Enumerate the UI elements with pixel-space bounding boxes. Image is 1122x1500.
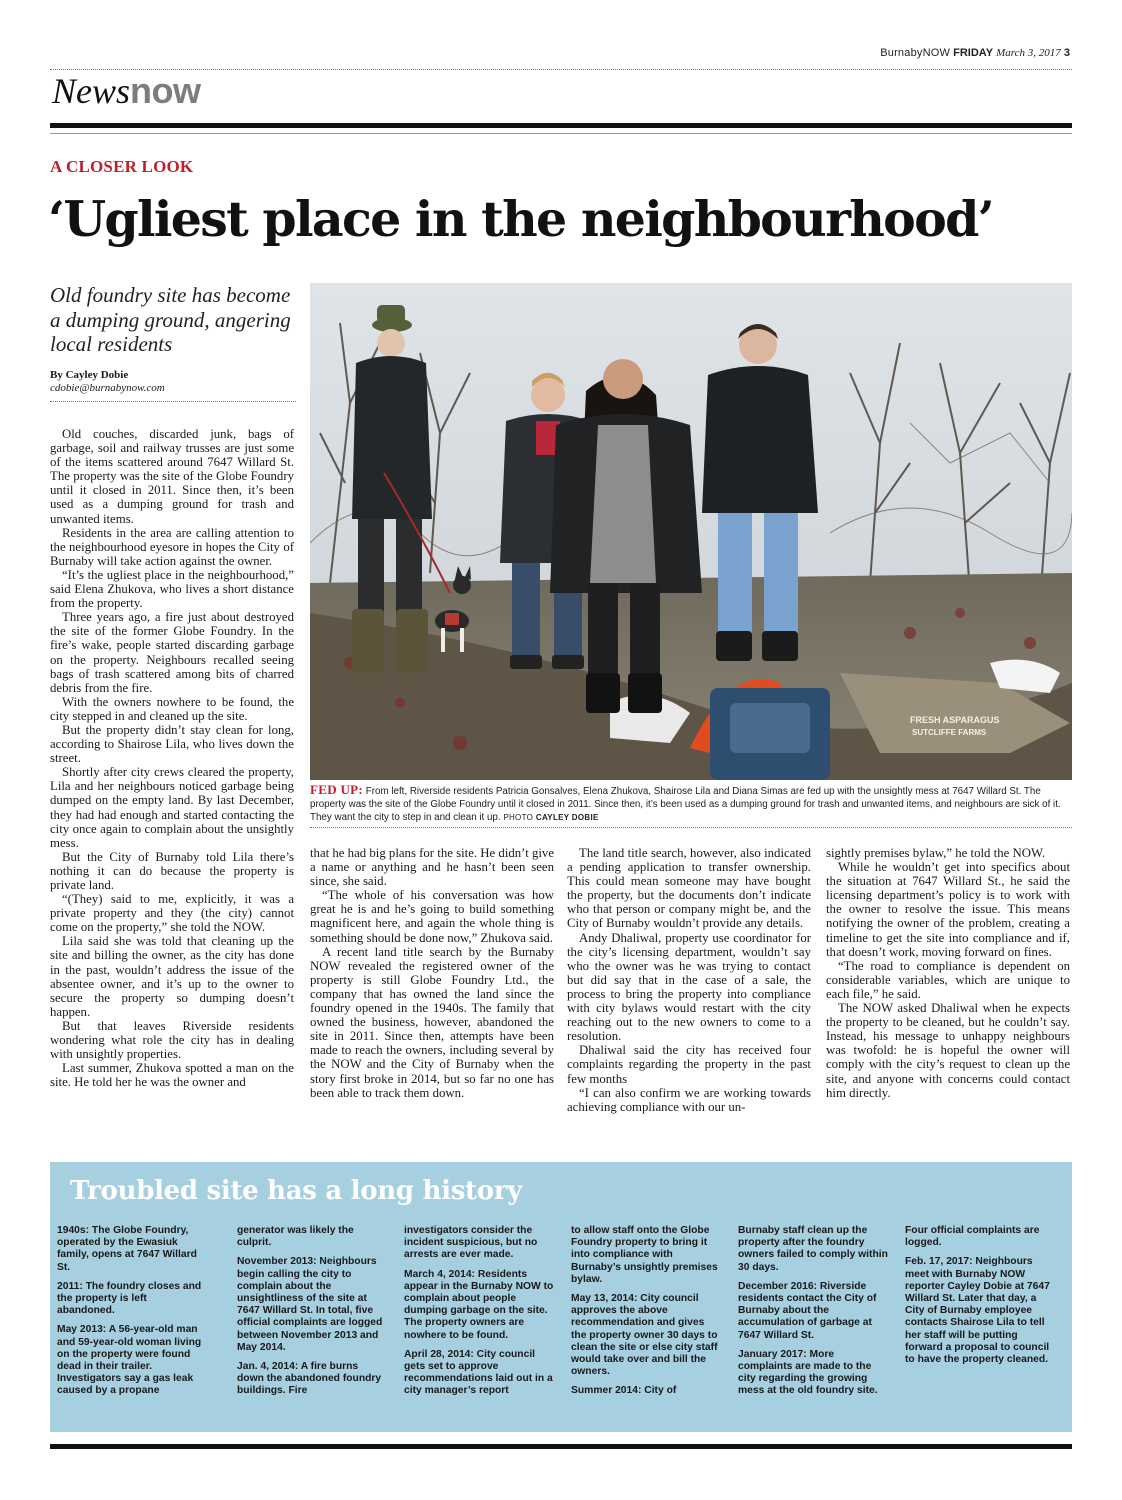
paragraph: Shortly after city crews cleared the property, Lila and her neighbours noticed garbage being dumped on the empty land. By last December, they had had enough and started contacting the city once again to complain about the unsightly mess. [50, 765, 294, 850]
timeline-sidebar [50, 1162, 1072, 1432]
paragraph: Last summer, Zhukova spotted a man on the site. He told her he was the owner and [50, 1061, 294, 1090]
paragraph: Andy Dhaliwal, property use coordinator for the city’s licensing department, wouldn’t say who the owner was he was trying to contact but did say that in the case of a sale, the process to bring the property into compliance with city bylaws would restart with the city reaching out to the new owners to come to a resolution. [567, 930, 811, 1044]
photo-credit-name: CAYLEY DOBIE [535, 813, 599, 822]
paragraph: “(They) said to me, explicitly, it was a private property and they (the city) cannot come on the property,” she told the NOW. [50, 892, 294, 935]
paragraph: that he had big plans for the site. He didn’t give a name or anything and he hasn’t been seen since, she said. [310, 846, 554, 889]
timeline-entry: investigators consider the incident suspicious, but no arrests are ever made. [404, 1225, 538, 1261]
section-title-part1: News [52, 71, 131, 111]
paragraph: The land title search, however, also indicated a pending application to transfer ownership. This could mean someone may have bought the property, but the documents don’t indicate who that person or company might be, and the City of Burnaby wouldn’t provide any details. [567, 846, 811, 931]
paragraph: “I can also confirm we are working towards achieving compliance with our un- [567, 1085, 811, 1114]
paragraph: Residents in the area are calling attention to the neighbourhood eyesore in hopes the City of Burnaby will take action against the owner. [50, 525, 294, 568]
timeline-entry: 2011: The foundry closes and the property is left abandoned. [57, 1280, 202, 1317]
timeline-entry: to allow staff onto the Globe Foundry property to bring it into compliance with Burnaby’s unsightly premises bylaw. [571, 1225, 718, 1285]
timeline-entry: Jan. 4, 2014: A fire burns down the abandoned foundry buildings. Fire [237, 1361, 382, 1397]
timeline-entry: Burnaby staff clean up the property after the foundry owners failed to comply within 30 days. [738, 1225, 888, 1273]
bottom-rule [50, 1444, 1072, 1449]
timeline-column-4 [571, 1225, 721, 1405]
timeline-entry: December 2016: Riverside residents contact the City of Burnaby about the accumulation of garbage at 7647 Willard St. [738, 1280, 877, 1341]
kicker: A CLOSER LOOK [50, 157, 194, 176]
section-rule [50, 123, 1072, 128]
timeline-column-3 [404, 1225, 554, 1405]
caption-lead: FED UP: [310, 782, 364, 797]
timeline-entry: March 4, 2014: Residents appear in the Burnaby NOW to complain about people dumping garbage on the site. The property owners are nowhere to be found. [404, 1268, 554, 1341]
timeline-entry: Summer 2014: City of [571, 1385, 677, 1397]
timeline-entry: 1940s: The Globe Foundry, operated by the Ewasiuk family, opens at 7647 Willard St. [57, 1225, 197, 1273]
byline-author: By Cayley Dobie [50, 369, 129, 381]
timeline-title: Troubled site has a long history [70, 1176, 523, 1206]
timeline-entry: generator was likely the culprit. [237, 1225, 354, 1249]
photo-caption [310, 783, 1072, 824]
paragraph: But that leaves Riverside residents wondering what role the city has in dealing with unsightly properties. [50, 1018, 294, 1062]
paragraph: While he wouldn’t get into specifics about the situation at 7647 Willard St., he said the licensing department’s policy is to work with the owner to resolve the issue. This means notifying the owner of the problem, creating a timeline to get the site into compliance and if, that doesn’t work, moving forward on fines. [826, 860, 1070, 959]
article-photo [310, 283, 1072, 780]
body-column-1 [50, 427, 294, 1089]
paragraph: A recent land title search by the Burnaby NOW revealed the registered owner of the property is still Globe Foundry Ltd., the company that has owned the land since the foundry opened in the 1940s. The family that owned the business, however, abandoned the site in 2011. Since then, attempts have been made to reach the owners, including several by the NOW and the City of Burnaby when the story first broke in 2014, but so far no one has been able to track them down. [310, 944, 554, 1100]
publication-name: BurnabyNOW [880, 47, 951, 59]
page-folio [880, 47, 1070, 59]
photo-credit-label: PHOTO [503, 813, 534, 822]
body-column-3 [567, 846, 811, 1114]
byline-email: cdobie@burnabynow.com [50, 382, 165, 394]
timeline-entry: Feb. 17, 2017: Neighbours meet with Burnaby NOW reporter Cayley Dobie at 7647 Willard St. Later that day, a City of Burnaby employee contacts Shairose Lila to tell her staff will be putting forward a proposal to council to have the property cleaned. [905, 1256, 1050, 1366]
headline: ‘Ugliest place in the neighbourhood’ [48, 190, 994, 248]
paragraph: But the property didn’t stay clean for long, according to Shairose Lila, who lives down the street. [50, 722, 294, 766]
folio-date: March 3, 2017 [996, 47, 1061, 59]
section-thin-rule [50, 133, 1072, 134]
paragraph: “The road to compliance is dependent on considerable variables, which are unique to each file,” he said. [826, 958, 1070, 1001]
paragraph: But the City of Burnaby told Lila there’s nothing it can do because the property is private land. [50, 849, 294, 892]
photo-sign-line1: FRESH ASPARAGUS [910, 715, 1000, 725]
timeline-entry: Four official complaints are logged. [905, 1225, 1040, 1249]
timeline-column-6 [905, 1225, 1055, 1373]
timeline-entry: January 2017: More complaints are made to the city regarding the growing mess at the old foundry site. [738, 1348, 878, 1397]
timeline-entry: May 2013: A 56-year-old man and 59-year-old woman living on the property were found dead in their trailer. Investigators say a gas leak caused by a propane [57, 1324, 202, 1397]
timeline-entry: May 13, 2014: City council approves the above recommendation and gives the property owner 30 days to clean the site or else city staff would take over and bill the owners. [571, 1293, 718, 1378]
caption-text: From left, Riverside residents Patricia Gonsalves, Elena Zhukova, Shairose Lila and Diana Simas are fed up with the unsightly mess at 7647 Willard St. The property was the site of the Globe Foundry until it closed in 2011. Since then, it’s been used as a dumping ground for trash and unwanted items, and neighbours are sick of it. They want the city to step in and clean it up. [310, 786, 1061, 823]
body-column-2 [310, 846, 554, 1100]
timeline-column-1 [57, 1225, 207, 1405]
paragraph: “It’s the ugliest place in the neighbourhood,” said Elena Zhukova, who lives a short distance from the property. [50, 567, 294, 611]
paragraph: sightly premises bylaw,” he told the NOW. [826, 846, 1046, 860]
folio-day: FRIDAY [953, 47, 994, 59]
timeline-entry: November 2013: Neighbours begin calling the city to complain about the unsightliness of the site at 7647 Willard St. In total, five official complaints are logged between November 2013 and May 2014. [237, 1256, 383, 1353]
timeline-entry: April 28, 2014: City council gets set to approve recommendations laid out in a city manager’s report [404, 1348, 553, 1397]
section-title-part2: now [130, 70, 201, 111]
paragraph: Lila said she was told that cleaning up the site and billing the owner, as the city has done in the past, wouldn’t address the issue of the absentee owner, and it’s up to the owner to secure the property so dumping doesn’t happen. [50, 934, 294, 1019]
page-number: 3 [1063, 47, 1070, 59]
paragraph: With the owners nowhere to be found, the city stepped in and cleaned up the site. [50, 694, 294, 723]
paragraph: The NOW asked Dhaliwal when he expects the property to be cleaned, but he couldn’t say. Instead, his message to unhappy neighbours was twofold: he is hopeful the owner will comply with the city’s request to clean up the site, and anyone with concerns could contact him directly. [826, 1001, 1070, 1100]
paragraph: Three years ago, a fire just about destroyed the site of the former Globe Foundry. In the fire’s wake, people started discarding garbage on the property. Neighbours recalled seeing bags of trash scattered among bits of charred debris from the fire. [50, 610, 294, 695]
top-dotted-rule [50, 69, 1072, 70]
timeline-column-5 [738, 1225, 888, 1405]
photo-sign-line2: SUTCLIFFE FARMS [912, 728, 987, 737]
byline-rule [50, 401, 296, 402]
deck: Old foundry site has become a dumping ground, angering local residents [50, 283, 291, 356]
paragraph: Old couches, discarded junk, bags of garbage, soil and railway trusses are just some of the items scattered around 7647 Willard St. The property was the site of the Globe Foundry until it closed in 2011. Since then, it’s been used as a dumping ground for trash and unwanted items. [50, 427, 294, 526]
timeline-column-2 [237, 1225, 387, 1405]
caption-rule [310, 827, 1072, 828]
paragraph: Dhaliwal said the city has received four complaints regarding the property in the past few months [567, 1043, 811, 1086]
paragraph: “The whole of his conversation was how great he is and he’s going to build something magnificent here, and again the whole thing is something should be done now,” Zhukova said. [310, 888, 554, 945]
body-column-4 [826, 846, 1070, 1100]
photo-illustration [310, 283, 1072, 780]
section-title [52, 71, 201, 112]
